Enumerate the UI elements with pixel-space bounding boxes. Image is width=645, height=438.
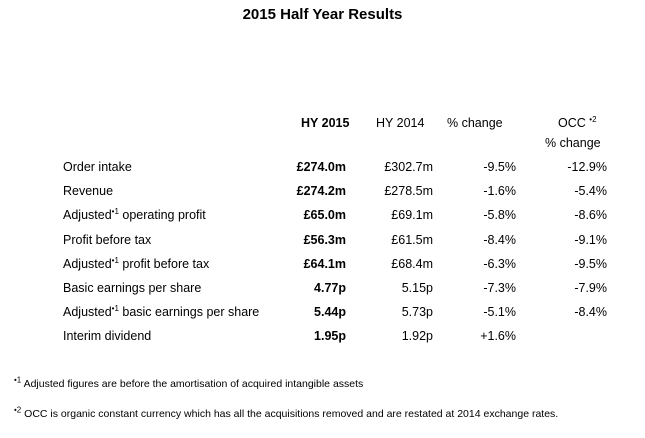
row-label-text: Revenue bbox=[63, 184, 114, 199]
hy2015-value: 4.77p bbox=[314, 281, 346, 296]
row-label-text: Basic earnings per share bbox=[63, 281, 202, 296]
pct-change-value: -5.8% bbox=[483, 208, 516, 223]
footnote-mark: •1 bbox=[111, 304, 119, 314]
row-label-suffix: profit before tax bbox=[118, 256, 210, 271]
hy2014-value: £278.5m bbox=[384, 184, 433, 199]
table-row bbox=[63, 155, 607, 179]
pct-change-value: -6.3% bbox=[483, 256, 516, 271]
results-table bbox=[63, 155, 607, 349]
table-row bbox=[63, 276, 607, 300]
hy2015-value: £274.0m bbox=[296, 160, 346, 175]
occ-change-value: -7.9% bbox=[574, 281, 607, 296]
row-label-text: Order intake bbox=[63, 160, 132, 175]
page-title: 2015 Half Year Results bbox=[242, 6, 403, 23]
row-label-suffix: basic earnings per share bbox=[118, 305, 260, 320]
occ-change-value: -8.4% bbox=[574, 305, 607, 320]
occ-change-value: -5.4% bbox=[574, 184, 607, 199]
column-header-occ-pct: % change bbox=[545, 136, 601, 150]
occ-change-value: -9.1% bbox=[574, 232, 607, 247]
hy2015-value: £65.0m bbox=[303, 208, 346, 223]
hy2015-value: £274.2m bbox=[296, 184, 346, 199]
occ-change-value: -8.6% bbox=[574, 208, 607, 223]
occ-change-value: -12.9% bbox=[567, 160, 607, 175]
column-header-hy2015: HY 2015 bbox=[301, 116, 350, 130]
row-label-text: Adjusted bbox=[63, 256, 112, 271]
footnote-1 bbox=[14, 375, 364, 390]
pct-change-value: -5.1% bbox=[483, 305, 516, 320]
row-label bbox=[63, 276, 292, 300]
hy2014-value: 5.73p bbox=[401, 305, 433, 320]
footnote-2 bbox=[14, 405, 559, 420]
hy2014-value: 5.15p bbox=[401, 281, 433, 296]
footnote-text: Adjusted figures are before the amortisation of acquired intangible assets bbox=[21, 378, 364, 390]
row-label-text: Adjusted bbox=[63, 208, 112, 223]
row-label-text: Interim dividend bbox=[63, 329, 152, 344]
row-label bbox=[63, 300, 292, 324]
table-row bbox=[63, 300, 607, 324]
footnote-mark: •1 bbox=[14, 375, 22, 385]
hy2014-value: £68.4m bbox=[391, 256, 433, 271]
table-row bbox=[63, 324, 607, 348]
table-row bbox=[63, 179, 607, 203]
row-label-text: Adjusted bbox=[63, 305, 112, 320]
hy2015-value: £56.3m bbox=[303, 232, 346, 247]
occ-change-value: -9.5% bbox=[574, 256, 607, 271]
footnote-mark: •1 bbox=[111, 207, 119, 217]
pct-change-value: -1.6% bbox=[483, 184, 516, 199]
hy2015-value: £64.1m bbox=[303, 256, 346, 271]
row-label-text: Profit before tax bbox=[63, 232, 152, 247]
pct-change-value: -7.3% bbox=[483, 281, 516, 296]
row-label bbox=[63, 228, 292, 252]
pct-change-value: +1.6% bbox=[480, 329, 516, 344]
row-label-suffix: operating profit bbox=[118, 208, 206, 223]
hy2014-value: 1.92p bbox=[401, 329, 433, 344]
pct-change-value: -9.5% bbox=[483, 160, 516, 175]
pct-change-value: -8.4% bbox=[483, 232, 516, 247]
column-header-occ bbox=[558, 116, 597, 130]
row-label bbox=[63, 324, 292, 348]
hy2014-value: £69.1m bbox=[391, 208, 433, 223]
row-label bbox=[63, 155, 292, 179]
footnote-mark: •2 bbox=[589, 114, 597, 124]
table-row bbox=[63, 203, 607, 227]
row-label bbox=[63, 203, 292, 227]
column-header-pct-change: % change bbox=[447, 116, 503, 130]
hy2014-value: £61.5m bbox=[391, 232, 433, 247]
table-row bbox=[63, 252, 607, 276]
column-header-hy2014: HY 2014 bbox=[376, 116, 425, 130]
footnote-text: OCC is organic constant currency which has all the acquisitions removed and are restated at 2014 exchange rates. bbox=[21, 408, 559, 420]
hy2015-value: 5.44p bbox=[314, 305, 346, 320]
footnote-mark: •1 bbox=[111, 255, 119, 265]
occ-change-value bbox=[516, 324, 607, 348]
footnote-mark: •2 bbox=[14, 405, 22, 415]
hy2014-value: £302.7m bbox=[384, 160, 433, 175]
table-row bbox=[63, 228, 607, 252]
column-header-occ-label: OCC bbox=[558, 116, 586, 130]
row-label bbox=[63, 252, 292, 276]
row-label bbox=[63, 179, 292, 203]
hy2015-value: 1.95p bbox=[314, 329, 346, 344]
